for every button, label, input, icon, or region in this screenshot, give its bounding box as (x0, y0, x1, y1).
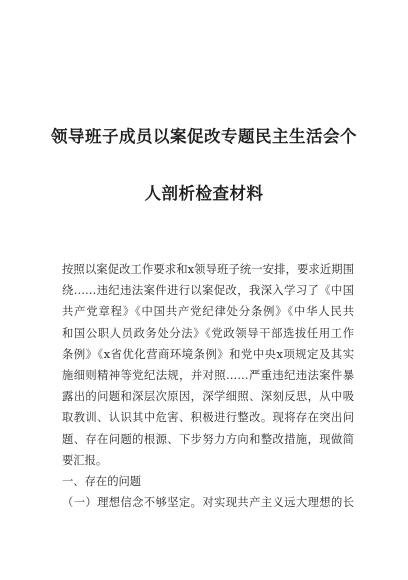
body-line-2: 绕……违纪违法案件进行以案促改，我深入学习了《中国 (62, 284, 354, 298)
section-heading-problems: 一、存在的问题 (62, 474, 142, 488)
body-line-1: 按照以案促改工作要求和x领导班子统一安排，要求近期围 (62, 263, 354, 276)
body-line-8: 取教训、认识其中危害、积极进行整改。现将存在突出问 (62, 411, 354, 425)
document-body (62, 259, 354, 513)
body-line-9: 题、存在问题的根源、下步努力方向和整改措施，现做简 (62, 432, 354, 446)
body-line-3: 共产党章程》《中国共产党纪律处分条例》《中华人民共 (62, 305, 354, 319)
body-line-5: 条例》《x省优化营商环境条例》和党中央x项规定及其实 (62, 347, 354, 361)
body-line-7: 露出的问题和深层次原因，深学细照、深刻反思，从中吸 (62, 390, 354, 404)
document-title-line-2: 人剖析检查材料 (144, 184, 264, 203)
document-title-line-1: 领导班子成员以案促改专题民主生活会个 (51, 127, 357, 146)
body-line-6: 施细则精神等党纪法规，并对照……严重违纪违法案件暴 (62, 368, 354, 382)
body-line-12: （一）理想信念不够坚定。对实现共产主义远大理想的长 (62, 496, 354, 510)
body-line-10: 要汇报。 (62, 453, 108, 467)
body-line-4: 和国公职人员政务处分法》《党政领导干部选拔任用工作 (62, 326, 354, 340)
